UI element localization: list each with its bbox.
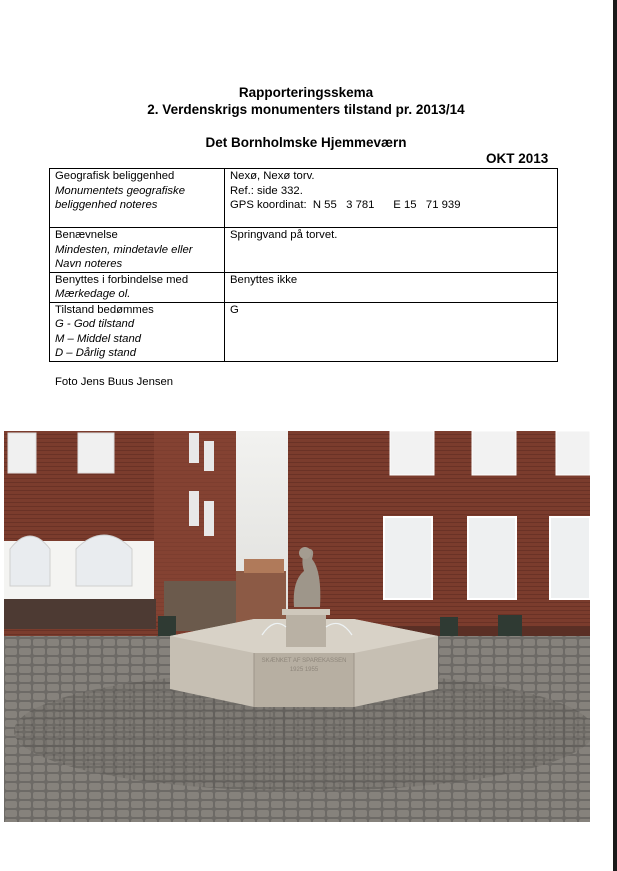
title-line-1: Rapporteringsskema	[238, 85, 374, 100]
report-title	[0, 84, 612, 118]
row-value-cell	[225, 169, 558, 228]
report-form-table	[49, 168, 558, 362]
row-label-cell	[50, 272, 225, 302]
row-hint: beliggenhed noteres	[55, 199, 158, 211]
row-value-cell	[225, 302, 558, 361]
row-value-cell	[225, 272, 558, 302]
row-value: GPS koordinat: N 55 3 781 E 15 71 939	[230, 199, 461, 211]
row-hint: Monumentets geografiske	[55, 184, 185, 197]
row-hint: Mærkedage ol.	[55, 288, 131, 300]
row-hint: Mindesten, mindetavle eller	[55, 243, 193, 256]
row-label: Benævnelse	[55, 229, 118, 241]
row-hint: G - God tilstand	[55, 318, 135, 330]
fountain-photo	[4, 431, 590, 822]
row-hint: D – Dårlig stand	[55, 347, 136, 359]
title-line-2: 2. Verdenskrigs monumenters tilstand pr. 2013/14	[147, 102, 465, 117]
row-label-cell	[50, 228, 225, 273]
row-label: Benyttes i forbindelse med	[55, 273, 189, 286]
row-value: Ref.: side 332.	[230, 184, 303, 197]
row-value: Springvand på torvet.	[230, 229, 338, 241]
page-edge	[613, 0, 617, 871]
photo-caption: Foto Jens Buus Jensen	[55, 376, 174, 388]
inscription-line-1: SKÆNKET AF SPAREKASSEN	[261, 658, 347, 664]
table-row	[50, 228, 558, 273]
table-row	[50, 169, 558, 228]
table-row	[50, 272, 558, 302]
row-label-cell	[50, 169, 225, 228]
table-row	[50, 302, 558, 361]
fountain-inscription	[254, 657, 354, 675]
row-hint: M – Middel stand	[55, 332, 142, 345]
row-value: Benyttes ikke	[230, 273, 298, 286]
row-value: Nexø, Nexø torv.	[230, 170, 315, 182]
row-hint: Navn noteres	[55, 258, 123, 270]
row-label: Tilstand bedømmes	[55, 303, 154, 316]
row-label: Geografisk beliggenhed	[55, 170, 175, 182]
report-date: OKT 2013	[486, 151, 549, 166]
row-label-cell	[50, 302, 225, 361]
row-value-cell	[225, 228, 558, 273]
organization-title: Det Bornholmske Hjemmeværn	[205, 135, 407, 150]
inscription-line-2: 1925 1955	[289, 667, 319, 673]
fountain-photo-illustration	[4, 431, 590, 822]
row-value: G	[230, 303, 239, 316]
